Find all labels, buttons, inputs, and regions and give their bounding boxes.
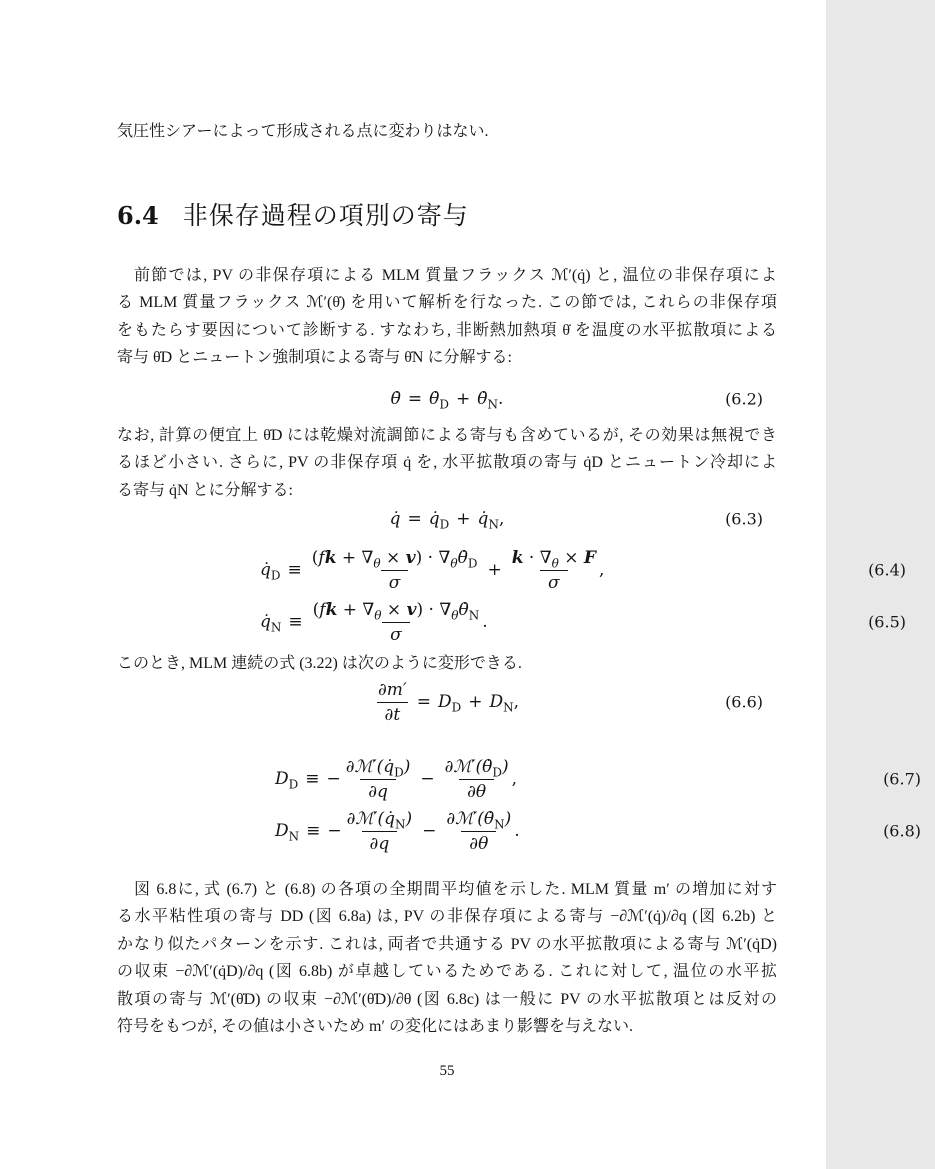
equation-number-6-7: (6.7) — [883, 769, 921, 789]
text-line: る MLM 質量フラックス ℳ′(θ̇) を用いて解析を行なった. この節では, これらの非保存項 — [117, 294, 777, 312]
equation-number-6-3: (6.3) — [725, 509, 763, 529]
equation-number-6-8: (6.8) — [883, 821, 921, 841]
equation-6-4: $q̇_D$ ≡ $\frac{(fk + \nabla_\theta \times v) \cdot \nabla_\theta\thetȧ_D}{\sigma}$ + $\frac{k \cdot \nabla_\theta \times F}{\sigma}$ , (6.4) — [260, 547, 906, 593]
fraction: $\frac{\partial ℳ'(q̇_D)}{\partial q}$ — [345, 756, 411, 802]
equation-6-8: $D_N$ ≡ − $\frac{\partial ℳ'(q̇_N)}{\partial q}$ − $\frac{\partial ℳ'(\thetȧ_N)}{\partial\theta}$ . (6.8) — [275, 808, 921, 854]
equation-6-7: $D_D$ ≡ − $\frac{\partial ℳ'(q̇_D)}{\partial q}$ − $\frac{\partial ℳ'(\thetȧ_D)}{\partial\theta}$ , (6.7) — [275, 756, 921, 802]
text-line: 符号をもつが, その値は小さいため m′ の変化にはあまり影響を与えない. — [117, 1018, 633, 1036]
equation-6-5: $q̇_N$ ≡ $\frac{(fk + \nabla_\theta \times v) \cdot \nabla_\theta\thetȧ_N}{\sigma}$ . (6.5) — [260, 599, 906, 645]
equation-6-2: θ̇ = $\thetȧ_D$ + $\thetȧ_N$. (6.2) — [390, 389, 763, 412]
equation-number-6-2: (6.2) — [725, 389, 763, 409]
paragraph-2 — [117, 422, 777, 504]
equation-number-6-5: (6.5) — [868, 612, 906, 632]
fraction: $\frac{\partial ℳ'(\thetȧ_N)}{\partial\theta}$ — [446, 808, 512, 854]
text-line: る寄与 q̇N とに分解する: — [117, 481, 294, 499]
section-number: 6.4 — [117, 201, 159, 230]
text-line: かなり似たパターンを示す. これは, 両者で共通する PV の水平拡散項による寄与 ℳ′(q̇D) — [117, 935, 777, 953]
equation-6-6: $\frac{\partial m'}{\partial t}$ = $D_D$ + $D_N$, (6.6) — [117, 676, 777, 728]
section-title: 非保存過程の項別の寄与 — [182, 202, 469, 230]
text-line: るほど小さい. さらに, PV の非保存項 q̇ を, 水平拡散項の寄与 q̇D とニュートン冷却によ — [117, 454, 777, 472]
mid-line: このとき, MLM 連続の式 (3.22) は次のように変形できる. — [117, 655, 522, 672]
equation-number-6-6: (6.6) — [725, 692, 763, 712]
paragraph-1 — [117, 262, 777, 372]
equation-number-6-4: (6.4) — [868, 560, 906, 580]
text-line: 寄与 θ̇D とニュートン強制項による寄与 θ̇N に分解する: — [117, 349, 512, 367]
fraction: $\frac{\partial ℳ'(q̇_N)}{\partial q}$ — [346, 808, 413, 854]
page-number: 55 — [439, 1063, 455, 1079]
fraction: $\frac{(fk + \nabla_\theta \times v) \cdot \nabla_\theta\thetȧ_D}{\sigma}$ — [311, 547, 478, 593]
text-line: 図 6.8に, 式 (6.7) と (6.8) の各項の全期間平均値を示した. MLM 質量 m′ の増加に対す — [134, 881, 777, 898]
fraction: $\frac{k \cdot \nabla_\theta \times F}{\sigma}$ — [511, 547, 596, 593]
paragraph-3 — [117, 876, 777, 1040]
text-line: の収束 −∂ℳ′(q̇D)/∂q (図 6.8b) が卓越しているためである. これに対して, 温位の水平拡 — [117, 963, 777, 981]
text-line: る水平粘性項の寄与 DD (図 6.8a) は, PV の非保存項による寄与 −∂ℳ′(q̇)/∂q (図 6.2b) と — [117, 908, 777, 926]
fraction: $\frac{(fk + \nabla_\theta \times v) \cdot \nabla_\theta\thetȧ_N}{\sigma}$ — [312, 599, 480, 645]
fraction: $\frac{\partial m'}{\partial t}$ — [377, 679, 407, 725]
fraction: $\frac{\partial ℳ'(\thetȧ_D)}{\partial\theta}$ — [444, 756, 509, 802]
text-line: 散項の寄与 ℳ′(θ̇D) の収束 −∂ℳ′(θ̇D)/∂θ (図 6.8c) は一般に PV の水平拡散項とは反対の — [117, 990, 777, 1008]
equation-6-3: q̇ = $q̇_D$ + $q̇_N$, (6.3) — [389, 509, 763, 532]
text-line: なお, 計算の便宜上 θ̇D には乾燥対流調節による寄与も含めているが, その効果は無視でき — [117, 427, 777, 444]
section-heading — [117, 196, 469, 232]
intro-line: 気圧性シアーによって形成される点に変わりはない. — [117, 123, 489, 140]
text-line: 前節では, PV の非保存項による MLM 質量フラックス ℳ′(q̇) と, 温位の非保存項によ — [134, 267, 777, 284]
text-line: をもたらす要因について診断する. すなわち, 非断熱加熱項 θ̇ を温度の水平拡散項による — [117, 321, 777, 339]
